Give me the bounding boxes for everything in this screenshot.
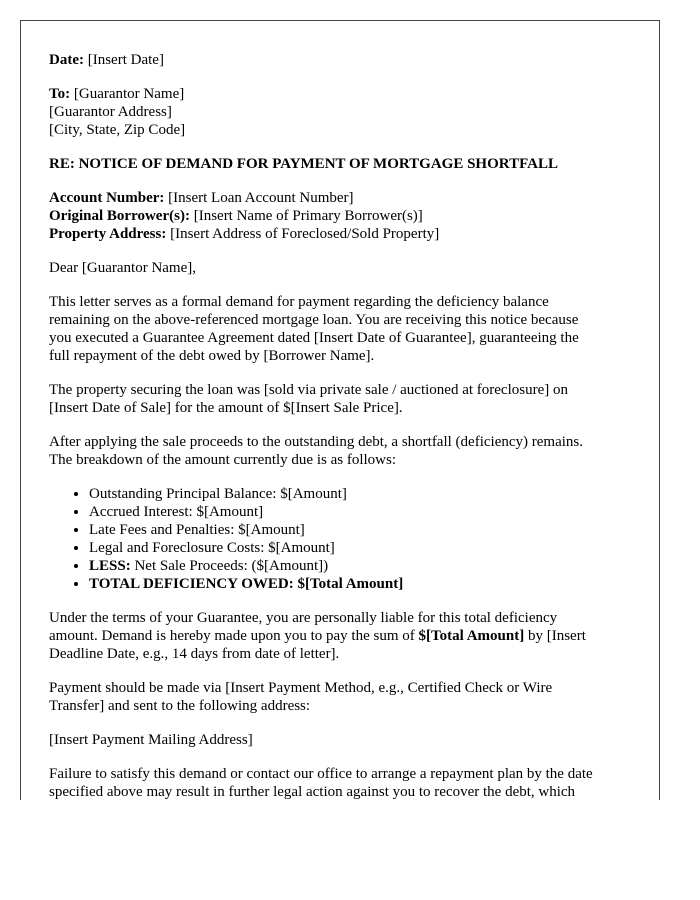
list-item-less xyxy=(89,557,639,575)
paragraph-payment xyxy=(49,679,639,715)
text-line: After applying the sale proceeds to the outstanding debt, a shortfall (deficiency) remains. xyxy=(49,434,583,450)
recipient-block xyxy=(49,85,639,139)
text-line: Transfer] and sent to the following address: xyxy=(49,698,311,714)
paragraph-liability xyxy=(49,609,639,663)
text-line: The breakdown of the amount currently due is as follows: xyxy=(49,452,396,468)
text-line: remaining on the above-referenced mortgage loan. You are receiving this notice because xyxy=(49,312,579,328)
text-line: This letter serves as a formal demand for payment regarding the deficiency balance xyxy=(49,294,549,310)
list-item: • Accrued Interest: $[Amount] xyxy=(89,503,639,521)
guarantor-name: [Guarantor Name] xyxy=(70,86,185,102)
text-segment: amount. Demand is hereby made upon you to pay the sum of xyxy=(49,628,419,644)
subject-line xyxy=(49,155,639,173)
breakdown-list xyxy=(49,485,639,593)
date-label: Date: xyxy=(49,52,84,68)
text-line: you executed a Guarantee Agreement dated [Insert Date of Guarantee], guaranteeing the xyxy=(49,330,579,346)
guarantor-city: [City, State, Zip Code] xyxy=(49,122,186,138)
text-line: full repayment of the debt owed by [Borrower Name]. xyxy=(49,348,375,364)
account-value: [Insert Loan Account Number] xyxy=(164,190,354,206)
borrower-label: Original Borrower(s): xyxy=(49,208,190,224)
property-label: Property Address: xyxy=(49,226,167,242)
list-item: • Legal and Foreclosure Costs: $[Amount] xyxy=(89,539,639,557)
list-item: • Late Fees and Penalties: $[Amount] xyxy=(89,521,639,539)
text-line: Payment should be made via [Insert Payment Method, e.g., Certified Check or Wire xyxy=(49,680,553,696)
salutation: Dear [Guarantor Name], xyxy=(49,260,197,276)
list-item-total xyxy=(89,575,639,593)
text-line: specified above may result in further legal action against you to recover the debt, which xyxy=(49,784,576,800)
payment-address: [Insert Payment Mailing Address] xyxy=(49,732,253,748)
borrower-value: [Insert Name of Primary Borrower(s)] xyxy=(189,208,423,224)
text-line: Deadline Date, e.g., 14 days from date of letter]. xyxy=(49,646,340,662)
date-value: [Insert Date] xyxy=(83,52,164,68)
text-line: [Insert Date of Sale] for the amount of $[Insert Sale Price]. xyxy=(49,400,403,416)
paragraph-shortfall xyxy=(49,433,639,469)
account-label: Account Number: xyxy=(49,190,165,206)
list-item: • Outstanding Principal Balance: $[Amount] xyxy=(89,485,639,503)
text-line: The property securing the loan was [sold via private sale / auctioned at foreclosure] on xyxy=(49,382,568,398)
total-text: TOTAL DEFICIENCY OWED: $[Total Amount] xyxy=(89,576,404,592)
paragraph-demand xyxy=(49,293,639,365)
date-line xyxy=(49,51,639,69)
paragraph-sale xyxy=(49,381,639,417)
paragraph-consequences xyxy=(49,765,639,800)
less-value: Net Sale Proceeds: ($[Amount]) xyxy=(130,558,329,574)
total-amount-bold: $[Total Amount] xyxy=(418,628,525,644)
subject-text: RE: NOTICE OF DEMAND FOR PAYMENT OF MORTGAGE SHORTFALL xyxy=(49,156,558,172)
text-line: Under the terms of your Guarantee, you are personally liable for this total deficiency xyxy=(49,610,558,626)
less-label: LESS: xyxy=(89,558,131,574)
to-label: To: xyxy=(49,86,71,102)
reference-block xyxy=(49,189,639,243)
text-segment: by [Insert xyxy=(524,628,586,644)
letter-page xyxy=(20,20,660,800)
text-line: Failure to satisfy this demand or contact our office to arrange a repayment plan by the date xyxy=(49,766,593,782)
property-value: [Insert Address of Foreclosed/Sold Property] xyxy=(166,226,440,242)
guarantor-address: [Guarantor Address] xyxy=(49,104,172,120)
